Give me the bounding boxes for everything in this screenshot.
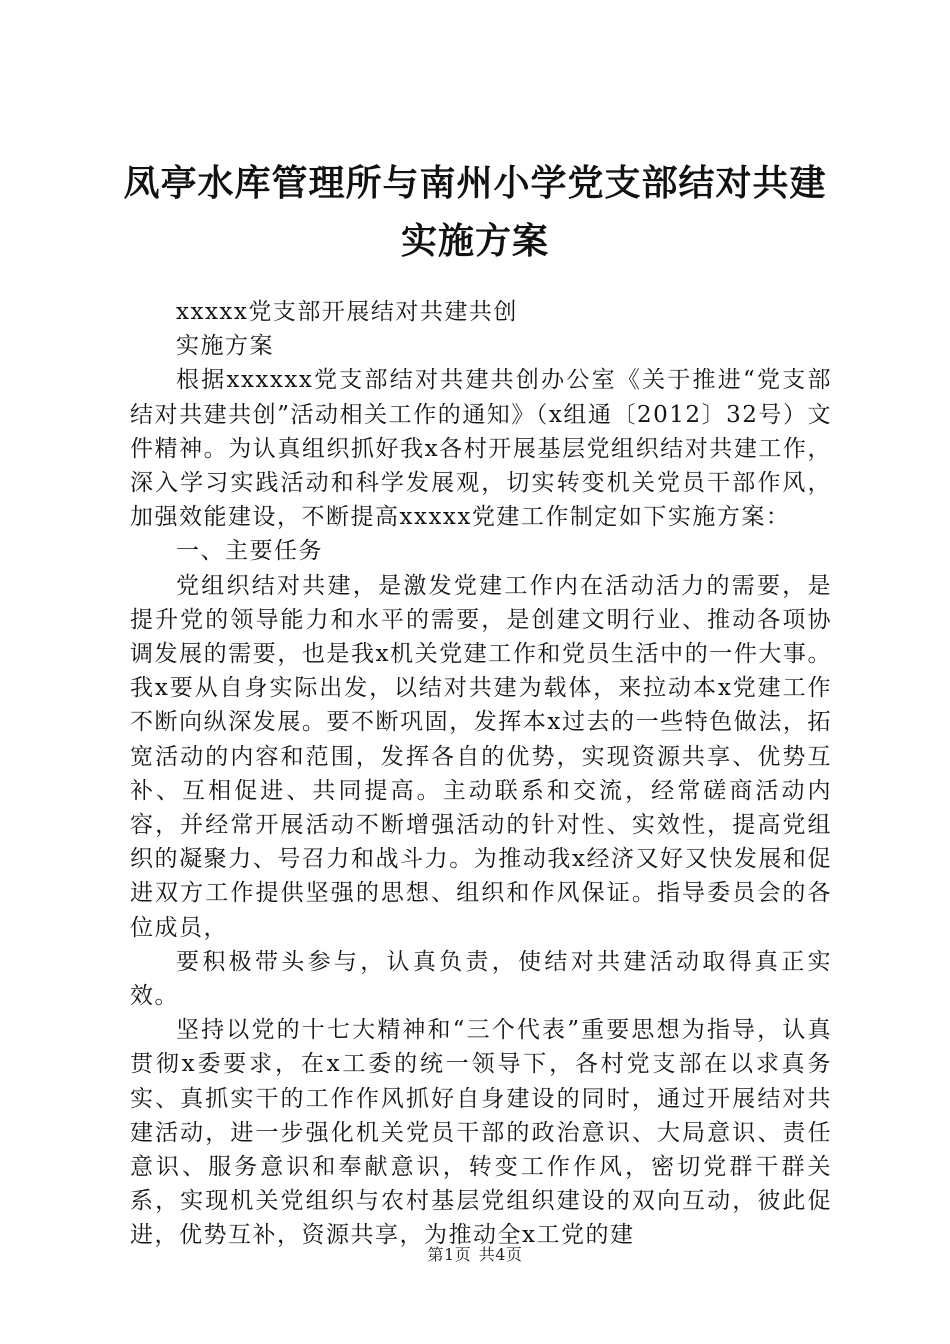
paragraph-subtitle-line-1: xxxxx党支部开展结对共建共创 — [176, 299, 518, 325]
document-body — [130, 295, 832, 1253]
paragraph-participation: 要积极带头参与，认真负责，使结对共建活动取得真正实效。 — [130, 948, 832, 1010]
paragraph-subtitle-line-2: 实施方案 — [176, 333, 274, 360]
paragraph-intro: 根据xxxxxx党支部结对共建共创办公室《关于推进“党支部结对共建共创”活动相关工作的通知》（x组通〔2012〕32号）文件精神。为认真组织抓好我x各村开展基层党组织结对共建工作，深入学习实践活动和科学发展观，切实转变机关党员干部作风，加强效能建设，不断提高xxxxx党建工作制定如下实施方案： — [130, 367, 832, 531]
paragraph-guiding-principle: 坚持以党的十七大精神和“三个代表”重要思想为指导，认真贯彻x委要求，在x工委的统一领导下，各村党支部在以求真务实、真抓实干的工作作风抓好自身建设的同时，通过开展结对共建活动，进一步强化机关党员干部的政治意识、大局意识、责任意识、服务意识和奉献意识，转变工作作风，密切党群干群关系，实现机关党组织与农村基层党组织建设的双向互动，彼此促进，优势互补，资源共享，为推动全x工党的建 — [130, 1017, 832, 1249]
section-heading-main-tasks: 一、主要任务 — [176, 538, 323, 565]
document-title: 凤亭水库管理所与南州小学党支部结对共建实施方案 — [123, 163, 827, 262]
page-footer — [0, 1245, 950, 1265]
page-total: 共4页 — [478, 1245, 523, 1264]
page-number: 第1页 — [427, 1245, 472, 1264]
paragraph-main-tasks: 党组织结对共建，是激发党建工作内在活动活力的需要，是提升党的领导能力和水平的需要，是创建文明行业、推动各项协调发展的需要，也是我x机关党建工作和党员生活中的一件大事。我x要从自身实际出发，以结对共建为载体，来拉动本x党建工作不断向纵深发展。要不断巩固，发挥本x过去的一些特色做法，拓宽活动的内容和范围，发挥各自的优势，实现资源共享、优势互补、互相促进、共同提高。主动联系和交流，经常磋商活动内容，并经常开展活动不断增强活动的针对性、实效性，提高党组织的凝聚力、号召力和战斗力。为推动我x经济又好又快发展和促进双方工作提供坚强的思想、组织和作风保证。指导委员会的各位成员， — [130, 572, 832, 941]
